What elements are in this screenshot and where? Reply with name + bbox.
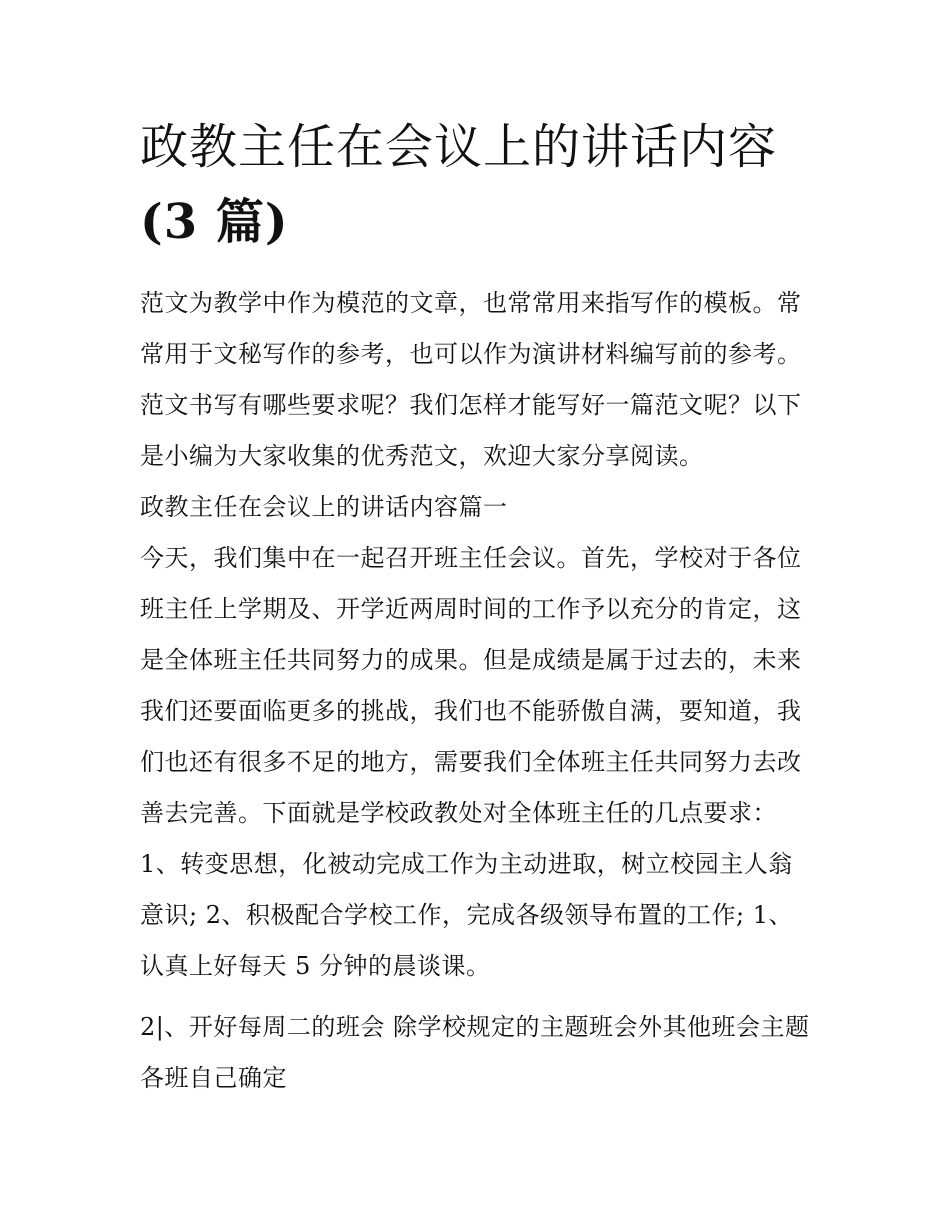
requirements-paragraph: 1、转变思想，化被动完成工作为主动进取，树立校园主人翁意识; 2、积极配合学校工作，完成各级领导布置的工作; 1、认真上好每天 5 分钟的晨谈课。 (140, 850, 793, 980)
title-line-1: 政教主任在会议上的讲话内容 (140, 119, 778, 175)
class-meeting-paragraph: 2|、开好每周二的班会 除学校规定的主题班会外其他班会主题各班自己确定 (140, 1013, 810, 1092)
document-title (140, 110, 815, 260)
body-paragraph: 今天，我们集中在一起召开班主任会议。首先，学校对于各位班主任上学期及、开学近两周时间的工作予以充分的肯定，这是全体班主任共同努力的成果。但是成绩是属于过去的，未来我们还要面临更多的挑战，我们也不能骄傲自满，要知道，我们也还有很多不足的地方，需要我们全体班主任共同努力去改善去完善。下面就是学校政教处对全体班主任的几点要求： (140, 544, 802, 827)
intro-paragraph: 范文为教学中作为模范的文章，也常常用来指写作的模板。常常用于文秘写作的参考，也可以作为演讲材料编写前的参考。范文书写有哪些要求呢？我们怎样才能写好一篇范文呢？以下是小编为大家收集的优秀范文，欢迎大家分享阅读。 (140, 289, 802, 470)
document-page (140, 110, 815, 1104)
section-heading: 政教主任在会议上的讲话内容篇一 (140, 493, 508, 521)
title-line-2: (3 篇) (140, 194, 289, 250)
